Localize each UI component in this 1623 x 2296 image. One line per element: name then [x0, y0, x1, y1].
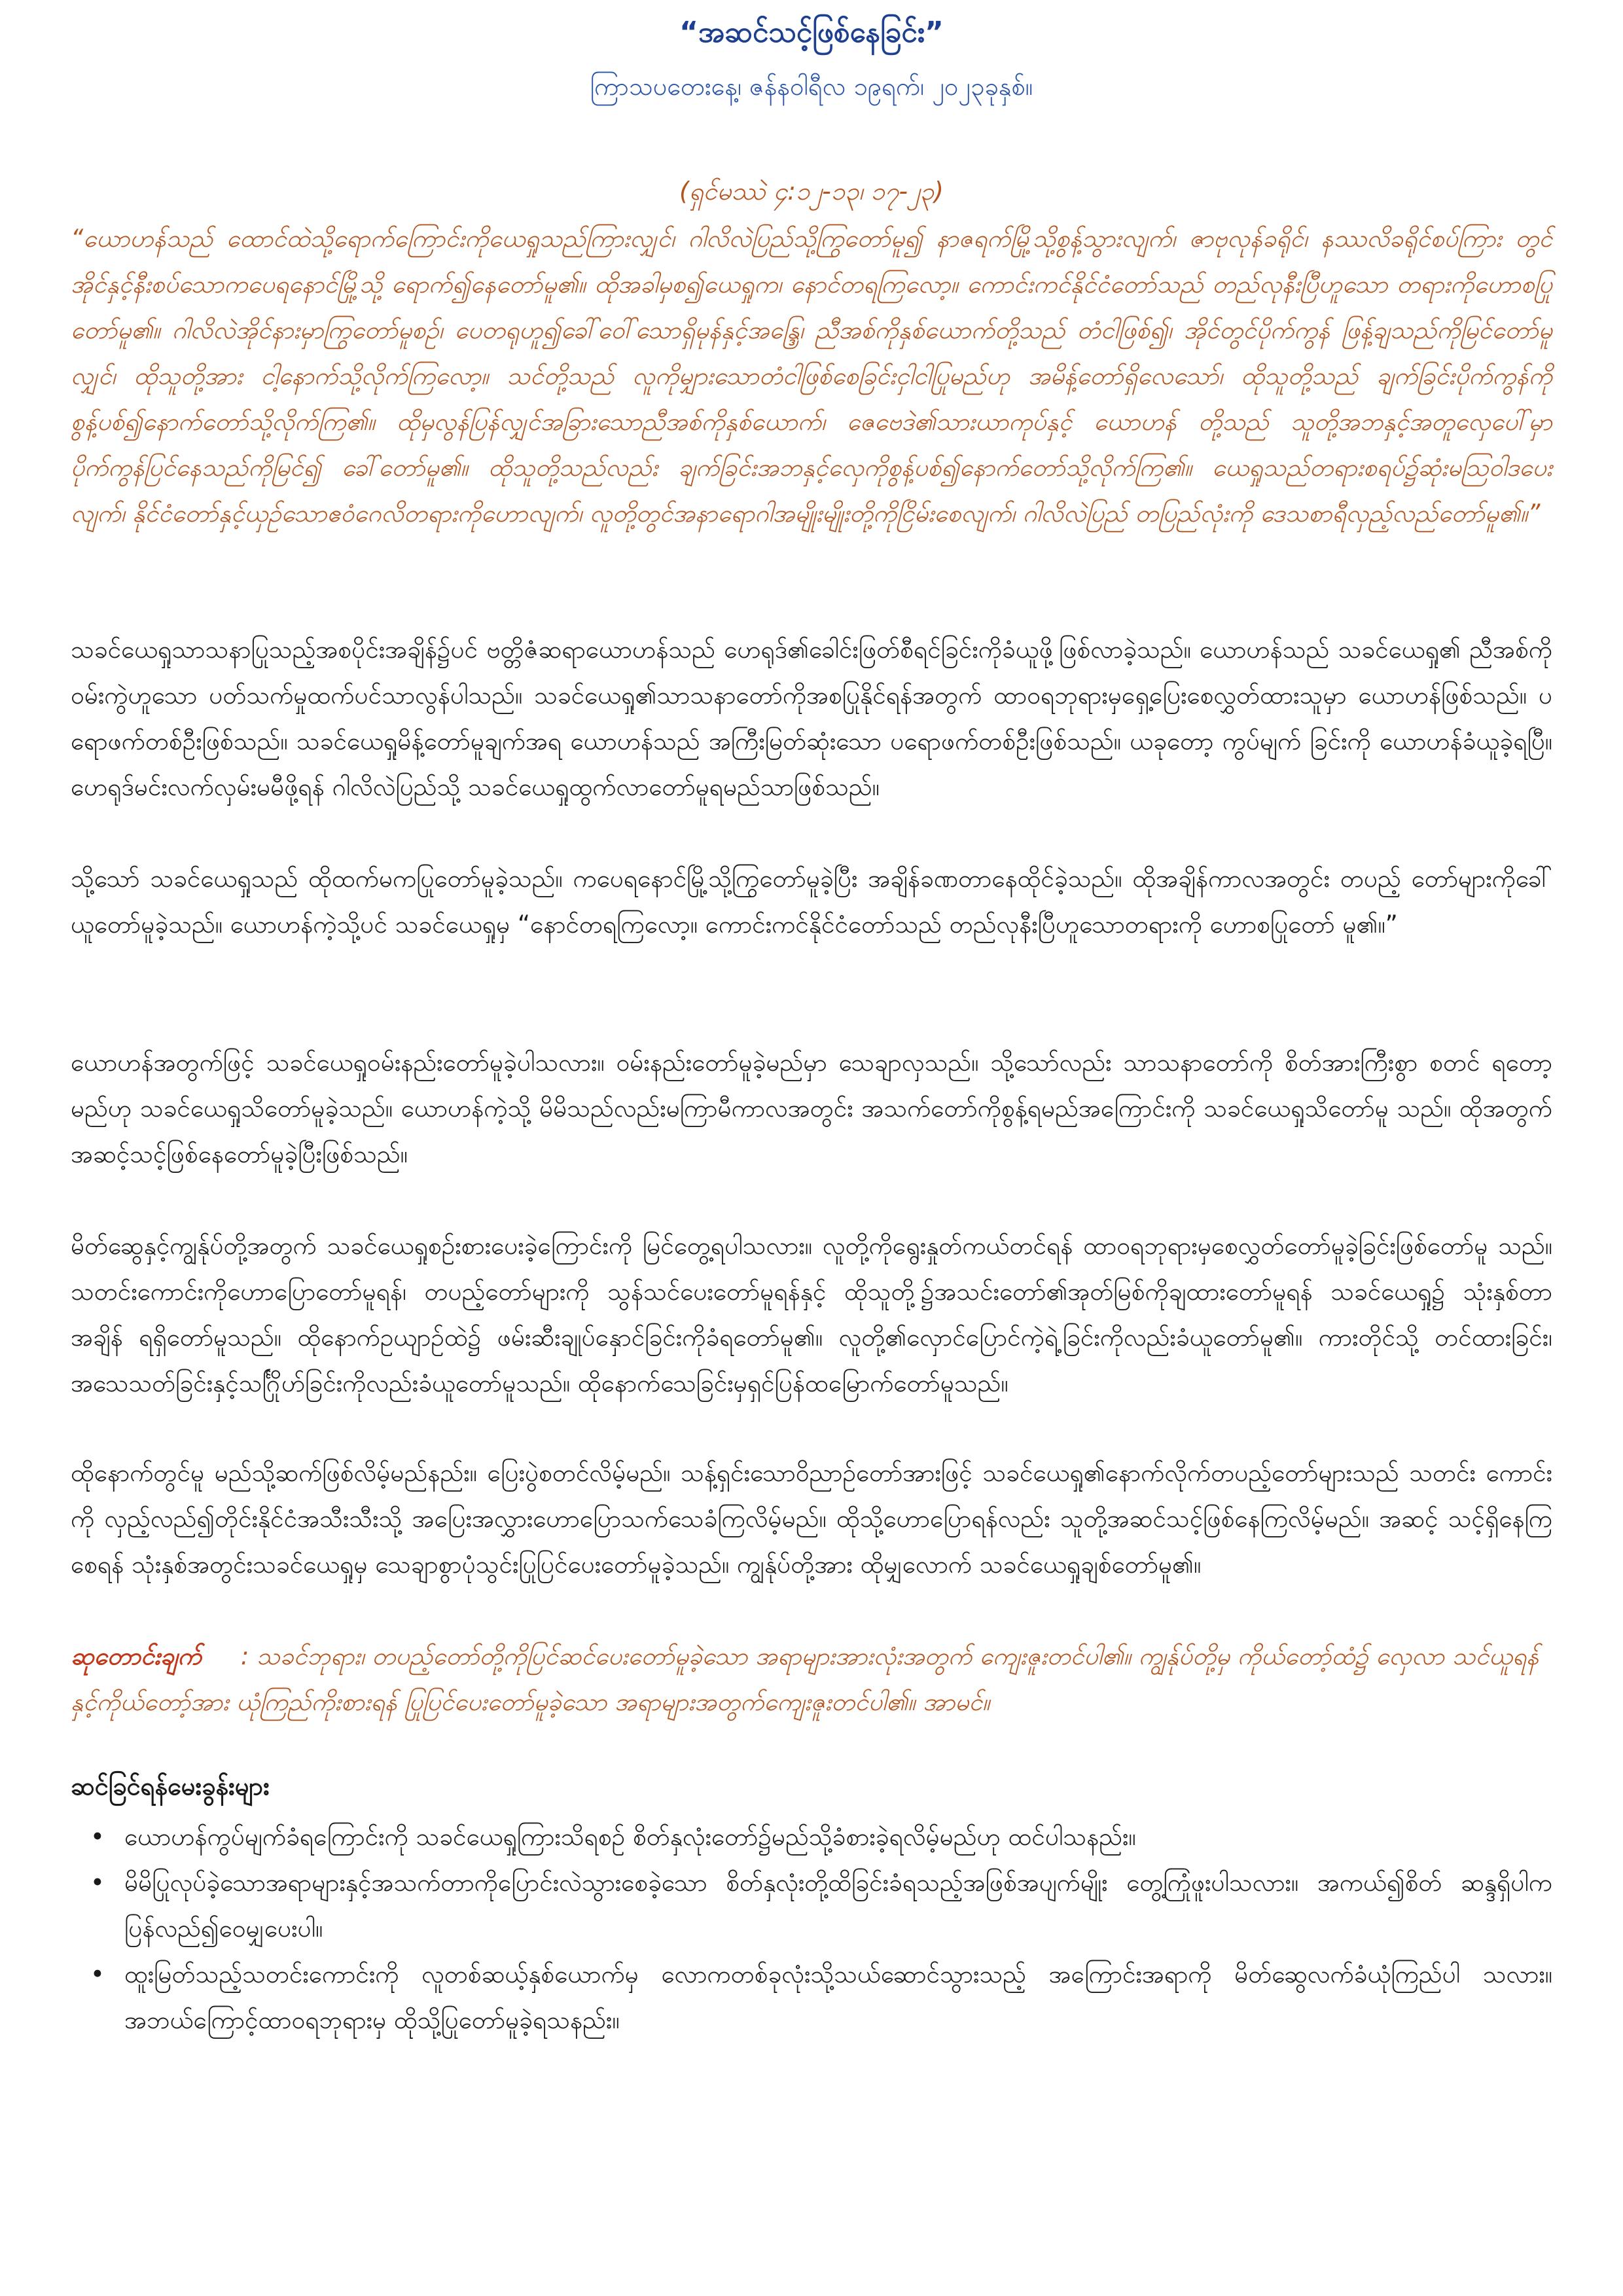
question-text: ယောဟန်ကွပ်မျက်ခံရကြောင်းကို သခင်ယေရှုကြားသိရစဉ် စိတ်နှလုံးတော်၌မည်သို့ခံစားခဲ့ရလိမ့်မည်ဟု ထင်ပါသနည်း။: [124, 1823, 1136, 1851]
scripture-text: “ယောဟန်သည် ထောင်ထဲသို့ရောက်ကြောင်းကိုယေရှုသည်ကြားလျှင်၊ ဂါလိလဲပြည်သို့ကြွတော်မူ၍ နာဇရက်မြို့သို့စွန့်သွားလျက်၊ ဇာဗုလုန်ခရိုင်၊ နဿလိခရိုင်စပ်ကြား တွင် အိုင်နှင့်နီးစပ်သောကပေရနောင်မြို့သို့ ရောက်၍နေတော်မူ၏။ ထိုအခါမှစ၍ယေရှုက၊ နောင်တရကြလော့။ ကောင်းကင်နိုင်ငံတော်သည် တည်လုနီးပြီဟူသော တရားကိုဟောစပြုတော်မူ၏။ ဂါလိလဲအိုင်နားမှာကြွတော်မူစဉ်၊ ပေတရုဟူ၍ခေါ်ဝေါ်သောရှိမုန်နှင့်အန္ဒြေ၊ ညီအစ်ကိုနှစ်ယောက်တို့သည် တံငါဖြစ်၍၊ အိုင်တွင်ပိုက်ကွန် ဖြန့်ချသည်ကိုမြင်တော်မူလျှင်၊ ထိုသူတို့အား ငါ့နောက်သို့လိုက်ကြလော့။ သင်တို့သည် လူကိုမျှားသောတံငါဖြစ်စေခြင်းငှါငါပြုမည်ဟု အမိန့်တော်ရှိလေသော်၊ ထိုသူတို့သည် ချက်ခြင်းပိုက်ကွန်ကိုစွန့်ပစ်၍နောက်တော်သို့လိုက်ကြ၏။ ထိုမှလွန်ပြန်လျှင်အခြားသောညီအစ်ကိုနှစ်ယောက်၊ ဇေဗေဒဲ၏သားယာကုပ်နှင့် ယောဟန် တို့သည် သူတို့အဘနှင့်အတူလှေပေါ်မှာပိုက်ကွန်ပြင်နေသည်ကိုမြင်၍ ခေါ်တော်မူ၏။ ထိုသူတို့သည်လည်း ချက်ခြင်းအဘနှင့်လှေကိုစွန့်ပစ်၍နောက်တော်သို့လိုက်ကြ၏။ ယေရှုသည်တရားစရပ်၌ဆုံးမဩဝါဒပေးလျက်၊ နိုင်ငံတော်နှင့်ယှဉ်သောဧဝံဂေလိတရားကိုဟောလျက်၊ လူတို့တွင်အနာရောဂါအမျိုးမျိုးတို့ကိုငြိမ်းစေလျက်၊ ဂါလိလဲပြည် တပြည်လုံးကို ဒေသစာရီလှည့်လည်တော်မူ၏။”: [71, 224, 1552, 528]
body-paragraph-4: မိတ်ဆွေနှင့်ကျွန်ုပ်တို့အတွက် သခင်ယေရှုစဉ်းစားပေးခဲ့ကြောင်းကို မြင်တွေ့ရပါသလား။ လူတို့ကိုရွေးနှုတ်ကယ်တင်ရန် ထာဝရဘုရားမှစေလွှတ်တော်မူခဲ့ခြင်းဖြစ်တော်မူ သည်။ သတင်းကောင်းကိုဟောပြောတော်မူရန်၊ တပည့်တော်များကို သွန်သင်ပေးတော်မူရန်နှင့် ထိုသူတို့၌အသင်းတော်၏အုတ်မြစ်ကိုချထားတော်မူရန် သခင်ယေရှု၌ သုံးနှစ်တာအချိန် ရရှိတော်မူသည်။ ထိုနောက်ဥယျာဉ်ထဲ၌ ဖမ်းဆီးချုပ်နှောင်ခြင်းကိုခံရတော်မူ၏။ လူတို့၏လှောင်ပြောင်ကဲ့ရဲ့ခြင်းကိုလည်းခံယူတော်မူ၏။ ကားတိုင်သို့ တင်ထားခြင်း၊ အသေသတ်ခြင်းနှင့်သင်္ဂြိုဟ်ခြင်းကိုလည်းခံယူတော်မူသည်။ ထိုနောက်သေခြင်းမှရှင်ပြန်ထမြောက်တော်မူသည်။: [71, 1232, 1552, 1397]
prayer-block: [0, 1634, 1623, 1725]
question-item: [90, 1860, 1552, 1952]
question-item: [90, 1952, 1552, 2043]
prayer-text: : သခင်ဘုရား၊ တပည့်တော်တို့ကိုပြင်ဆင်ပေးတော်မူခဲ့သော အရာများအားလုံးအတွက် ကျေးဇူးတင်ပါ၏။ ကျွန်ုပ်တို့မှ ကိုယ်တော့်ထံ၌ လှေလာ သင်ယူရန်နှင့်ကိုယ်တော့်အား ယုံကြည်ကိုးစားရန် ပြုပြင်ပေးတော်မူခဲ့သော အရာများအတွက်ကျေးဇူးတင်ပါ၏။ အာမင်။: [71, 1642, 1539, 1716]
body-paragraph-5: ထိုနောက်တွင်မူ မည်သို့ဆက်ဖြစ်လိမ့်မည်နည်း။ ပြေးပွဲစတင်လိမ့်မည်။ သန့်ရှင်းသောဝိညာဉ်တော်အားဖြင့် သခင်ယေရှု၏နောက်လိုက်တပည့်တော်များသည် သတင်း ကောင်းကို လှည့်လည်၍တိုင်းနိုင်ငံအသီးသီးသို့ အပြေးအလွှားဟောပြောသက်သေခံကြလိမ့်မည်။ ထိုသို့ဟောပြောရန်လည်း သူတို့အဆင်သင့်ဖြစ်နေကြလိမ့်မည်။ အဆင့် သင့်ရှိနေကြစေရန် သုံးနှစ်အတွင်းသခင်ယေရှုမှ သေချာစွာပုံသွင်းပြုပြင်ပေးတော်မူခဲ့သည်။ ကျွန်ုပ်တို့အား ထိုမျှလောက် သခင်ယေရှုချစ်တော်မူ၏။: [71, 1459, 1552, 1579]
body-paragraph-3: ယောဟန်အတွက်ဖြင့် သခင်ယေရှုဝမ်းနည်းတော်မူခဲ့ပါသလား။ ဝမ်းနည်းတော်မူခဲ့မည်မှာ သေချာလှသည်။ သို့သော်လည်း သာသနာတော်ကို စိတ်အားကြီးစွာ စတင် ရတော့မည်ဟု သခင်ယေရှုသိတော်မူခဲ့သည်။ ယောဟန်ကဲ့သို့ မိမိသည်လည်းမကြာမီကာလအတွင်း အသက်တော်ကိုစွန့်ရမည်အကြောင်းကို သခင်ယေရှုသိတော်မူ သည်။ ထိုအတွက် အဆင့်သင့်ဖြစ်နေတော်မူခဲ့ပြီးဖြစ်သည်။: [71, 1049, 1552, 1168]
body-paragraph-1: သခင်ယေရှုသာသနာပြုသည့်အစပိုင်းအချိန်၌ပင် ဗတ္တိဇံဆရာယောဟန်သည် ဟေရုဒ်၏ခေါင်းဖြတ်စီရင်ခြင်းကိုခံယူဖို့ဖြစ်လာခဲ့သည်။ ယောဟန်သည် သခင်ယေရှု၏ ညီအစ်ကိုဝမ်းကွဲဟူသော ပတ်သက်မှုထက်ပင်သာလွန်ပါသည်။ သခင်ယေရှု၏သာသနာတော်ကိုအစပြုနိုင်ရန်အတွက် ထာဝရဘုရားမှရှေ့ပြေးစေလွှတ်ထားသူမှာ ယောဟန်ဖြစ်သည်။ ပရောဖက်တစ်ဦးဖြစ်သည်။ သခင်ယေရှုမိန့်တော်မူချက်အရ ယောဟန်သည် အကြီးမြတ်ဆုံးသော ပရောဖက်တစ်ဦးဖြစ်သည်။ ယခုတော့ ကွပ်မျက် ခြင်းကို ယောဟန်ခံယူခဲ့ရပြီ။ ဟေရုဒ်မင်းလက်လှမ်းမမီဖို့ရန် ဂါလိလဲပြည်သို့ သခင်ယေရှုထွက်လာတော်မူရမည်သာဖြစ်သည်။: [71, 636, 1552, 801]
bullet-icon: •: [90, 1823, 105, 1851]
questions-list: [0, 1814, 1623, 2043]
question-text: မိမိပြုလုပ်ခဲ့သောအရာများနှင့်အသက်တာကိုပြောင်းလဲသွားစေခဲ့သော စိတ်နှလုံးတို့ထိခြင်းခံရသည့်အဖြစ်အပျက်မျိုး တွေ့ကြုံဖူးပါသလား။ အကယ်၍စိတ် ဆန္ဒရှိပါက ပြန်လည်၍ဝေမျှပေးပါ။: [124, 1869, 1552, 1943]
scripture-reference: (ရှင်မဿဲ ၄:၁၂-၁၃၊ ၁၇-၂၃): [679, 177, 944, 206]
bullet-icon: •: [90, 1869, 105, 1897]
prayer-label: ဆုတောင်းချက်: [71, 1642, 202, 1670]
page-date: ကြာသပတေးနေ့၊ ဇန်နဝါရီလ ၁၉ရက်၊ ၂၀၂၃ခုနှစ်။: [590, 72, 1033, 101]
page-title: “အဆင်သင့်ဖြစ်နေခြင်း”: [679, 16, 944, 49]
body-paragraph-2: သို့သော် သခင်ယေရှုသည် ထိုထက်မကပြုတော်မူခဲ့သည်။ ကပေရနောင်မြို့သို့ကြွတော်မူခဲ့ပြီး အချိန်ခဏတာနေထိုင်ခဲ့သည်။ ထိုအချိန်ကာလအတွင်း တပည့် တော်များကိုခေါ်ယူတော်မူခဲ့သည်။ ယောဟန်ကဲ့သို့ပင် သခင်ယေရှုမှ “နောင်တရကြလော့။ ကောင်းကင်နိုင်ငံတော်သည် တည်လုနီးပြီဟူသောတရားကို ဟောစပြုတော် မူ၏။”: [71, 865, 1552, 939]
bullet-icon: •: [90, 1960, 105, 1988]
question-text: ထူးမြတ်သည့်သတင်းကောင်းကို လူတစ်ဆယ့်နှစ်ယောက်မှ လောကတစ်ခုလုံးသို့သယ်ဆောင်သွားသည့် အကြောင်းအရာကို မိတ်ဆွေလက်ခံယုံကြည်ပါ သလား။ အဘယ်ကြောင့်ထာဝရဘုရားမှ ထိုသို့ပြုတော်မူခဲ့ရသနည်း။: [124, 1960, 1552, 2034]
questions-heading: ဆင်ခြင်ရန်မေးခွန်းများ: [71, 1772, 270, 1801]
question-item: [90, 1814, 1552, 1860]
